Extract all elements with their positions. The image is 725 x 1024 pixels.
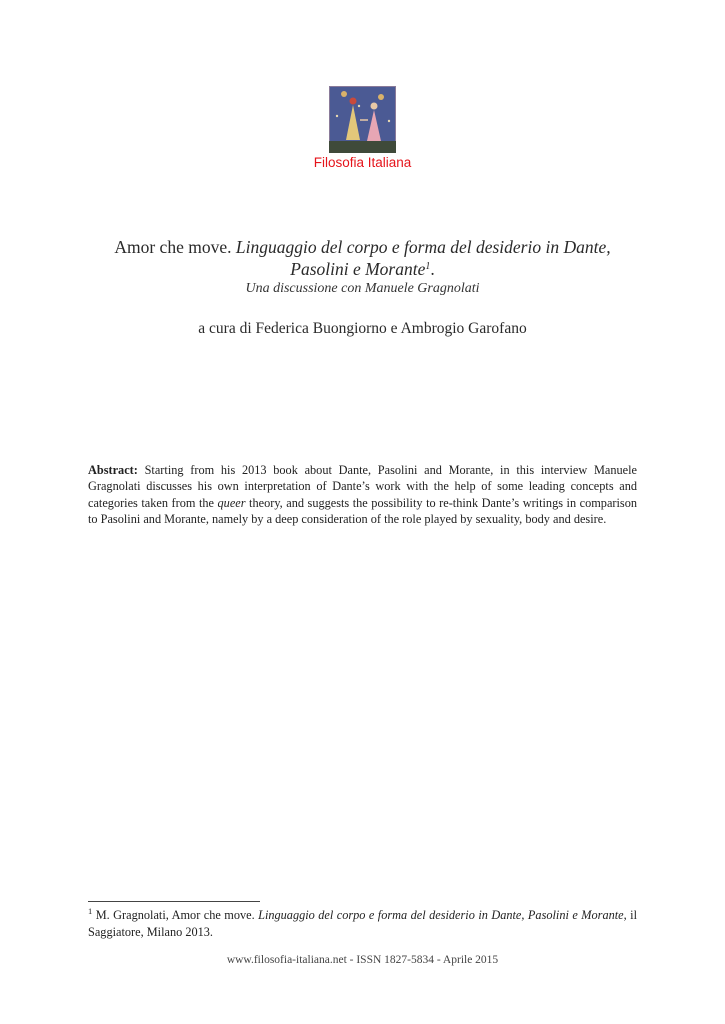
abstract-paragraph xyxy=(88,462,637,527)
footnote-number: 1 xyxy=(88,906,93,916)
abstract-label: Abstract: xyxy=(88,463,138,477)
article-title xyxy=(88,236,637,280)
footnote-italic: Linguaggio del corpo e forma del desiderio in Dante, Pasolini e Morante, xyxy=(258,908,627,922)
title-plain: Amor che move. xyxy=(114,237,232,257)
title-italic: Linguaggio del corpo e forma del desiderio in Dante, Pasolini e Morante xyxy=(235,237,611,279)
article-subtitle: Una discussione con Manuele Gragnolati xyxy=(245,281,480,296)
journal-name: Filosofia Italiana xyxy=(313,155,412,170)
page-footer: www.filosofia-italiana.net - ISSN 1827-5834 - Aprile 2015 xyxy=(226,954,499,966)
footnote xyxy=(88,907,637,940)
footnote-text-after: il Saggiatore, Milano 2013. xyxy=(88,908,637,939)
footnote-text-before: M. Gragnolati, Amor che move. xyxy=(95,908,255,922)
title-end: . xyxy=(430,259,435,279)
footnote-reference[interactable]: 1 xyxy=(425,261,431,272)
abstract-text-after: theory, and suggests the possibility to re-think Dante’s writings in comparison to Pasolini and Morante, namely by a deep consideration of the role played by sexuality, body and desire. xyxy=(88,495,637,526)
footnote-divider xyxy=(88,901,260,902)
abstract-text-before: Starting from his 2013 book about Dante, Pasolini and Morante, in this interview Manuele Gragnolati discusses his own interpretation of Dante’s work with the help of some leading concepts and categories taken from the xyxy=(88,463,637,510)
editors-line: a cura di Federica Buongiorno e Ambrogio Garofano xyxy=(198,320,527,337)
illuminated-manuscript-figures-icon xyxy=(329,86,396,153)
abstract-emphasis: queer xyxy=(217,495,246,510)
